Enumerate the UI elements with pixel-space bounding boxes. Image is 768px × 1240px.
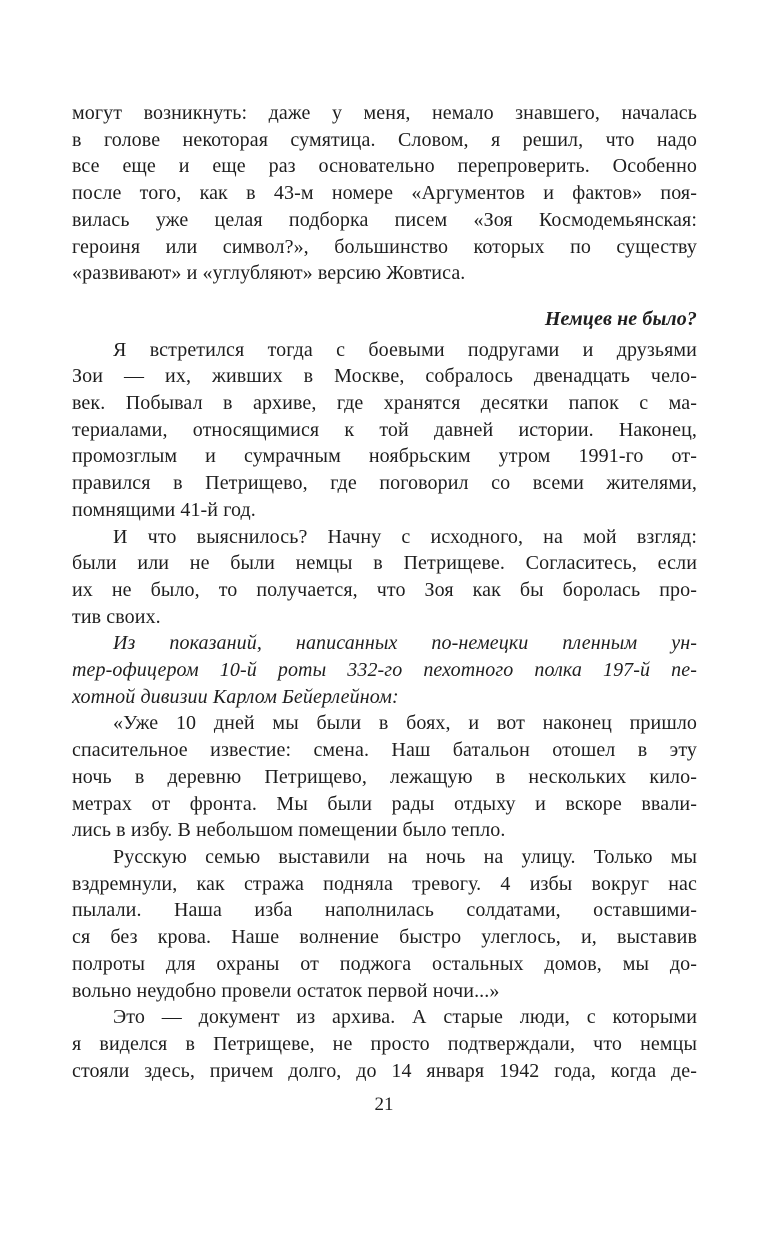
text-line: промозглым и сумрачным ноябрьским утром 1991-го от- xyxy=(72,445,697,468)
text-line: Из показаний, написанных по-немецки пленным ун- xyxy=(113,632,697,655)
text-line: стояли здесь, причем долго, до 14 января 1942 года, когда де- xyxy=(72,1059,697,1082)
text-line: вилась уже целая подборка писем «Зоя Космодемьянская: xyxy=(72,208,697,231)
text-line: лись в избу. В небольшом помещении было тепло. xyxy=(72,819,506,842)
text-line: тер-офицером 10-й роты 332-го пехотного полка 197-й пе- xyxy=(72,659,697,682)
text-line: вздремнули, как стража подняла тревогу. 4 избы вокруг нас xyxy=(72,872,697,895)
text-line: спасительное известие: смена. Наш батальон отошел в эту xyxy=(72,739,697,762)
text-line: в голове некоторая сумятица. Словом, я решил, что надо xyxy=(72,128,697,151)
text-line: ся без крова. Наше волнение быстро улеглось, и, выставив xyxy=(72,926,697,949)
text-line: хотной дивизии Карлом Бейерлейном: xyxy=(72,685,399,708)
text-line: ночь в деревню Петрищево, лежащую в нескольких кило- xyxy=(72,765,697,788)
page-text xyxy=(72,100,697,1084)
text-line: Зои — их, живших в Москве, собралось двенадцать чело- xyxy=(72,365,697,388)
text-line: Это — документ из архива. А старые люди, с которыми xyxy=(113,1006,697,1029)
text-line: «развивают» и «углубляют» версию Жовтиса. xyxy=(72,262,466,285)
text-line: полроты для охраны от поджога остальных домов, мы до- xyxy=(72,952,697,975)
text-line: могут возникнуть: даже у меня, немало знавшего, началась xyxy=(72,102,697,124)
text-line: после того, как в 43-м номере «Аргументов и фактов» поя- xyxy=(72,182,697,205)
text-line: их не было, то получается, что Зоя как бы боролась про- xyxy=(72,578,697,601)
text-line: «Уже 10 дней мы были в боях, и вот наконец пришло xyxy=(113,712,697,735)
text-line: метрах от фронта. Мы были рады отдыху и вскоре ввали- xyxy=(72,792,697,815)
text-line: тив своих. xyxy=(72,605,161,628)
section-heading: Немцев не было? xyxy=(544,307,697,330)
text-line: героиня или символ?», большинство которых по существу xyxy=(72,235,697,258)
text-line: все еще и еще раз основательно перепроверить. Особенно xyxy=(72,155,697,178)
text-line: правился в Петрищево, где поговорил со всеми жителями, xyxy=(72,472,697,495)
text-line: были или не были немцы в Петрищеве. Согласитесь, если xyxy=(72,552,697,575)
text-line: Я встретился тогда с боевыми подругами и друзьями xyxy=(113,338,697,361)
text-line: помнящими 41-й год. xyxy=(72,498,256,521)
text-line: И что выяснилось? Начну с исходного, на мой взгляд: xyxy=(113,525,697,548)
text-line: век. Побывал в архиве, где хранятся десятки папок с ма- xyxy=(72,392,697,415)
text-line: пылали. Наша изба наполнилась солдатами, оставшими- xyxy=(72,899,697,922)
page-number: 21 xyxy=(374,1094,394,1115)
text-line: вольно неудобно провели остаток первой ночи...» xyxy=(72,979,500,1002)
text-line: териалами, относящимися к той давней истории. Наконец, xyxy=(72,418,697,441)
text-line: Русскую семью выставили на ночь на улицу. Только мы xyxy=(113,845,697,868)
text-line: я виделся в Петрищеве, не просто подтверждали, что немцы xyxy=(72,1032,697,1055)
